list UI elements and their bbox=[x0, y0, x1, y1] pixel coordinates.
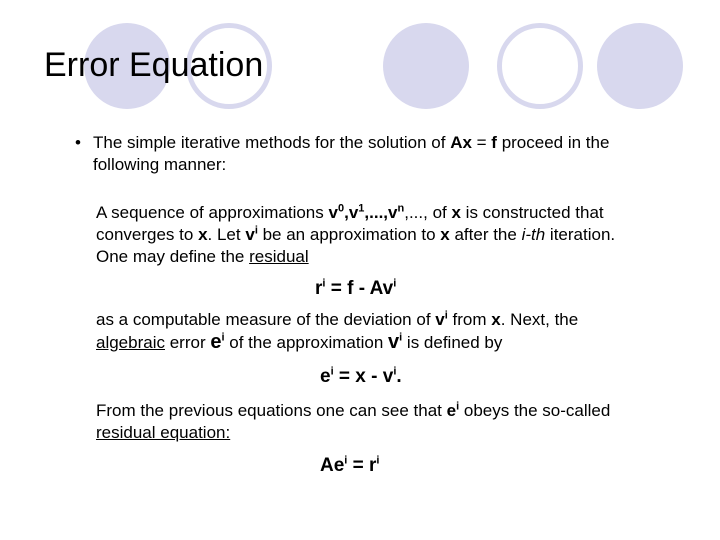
decorative-circle bbox=[597, 23, 683, 109]
residual-equation-term: residual equation: bbox=[96, 423, 231, 442]
equation-residual-equation: $Ae^i = r^i$ bbox=[320, 454, 380, 476]
paragraph-deviation: as a computable measure of the deviation of $v^i$ from x. Next, the algebraic error $e^i$ of the approximation $v^i$ is defined by bbox=[96, 309, 579, 353]
slide-title: Error Equation bbox=[44, 46, 264, 84]
equation-residual: $r^i = f - Av^i$ bbox=[315, 277, 397, 299]
decorative-ring bbox=[497, 23, 583, 109]
equation-error: $e^i = x - v^i$. bbox=[320, 365, 402, 387]
residual-term: residual bbox=[249, 247, 309, 266]
bullet-text: The simple iterative methods for the solution of Ax = f proceed in the following manner: bbox=[93, 133, 610, 174]
paragraph-residual-equation: From the previous equations one can see that $e^i$ obeys the so-called residual equation: bbox=[96, 400, 611, 442]
decorative-circle bbox=[383, 23, 469, 109]
paragraph-approximations: A sequence of approximations $v^0,v^1,...,v^n$,..., of x is constructed that converges to x. Let $v^i$ be an approximation to x after the i-th iteration. One may define the residual bbox=[96, 202, 616, 266]
algebraic-term: algebraic bbox=[96, 333, 165, 352]
bullet-dot: • bbox=[75, 133, 81, 152]
